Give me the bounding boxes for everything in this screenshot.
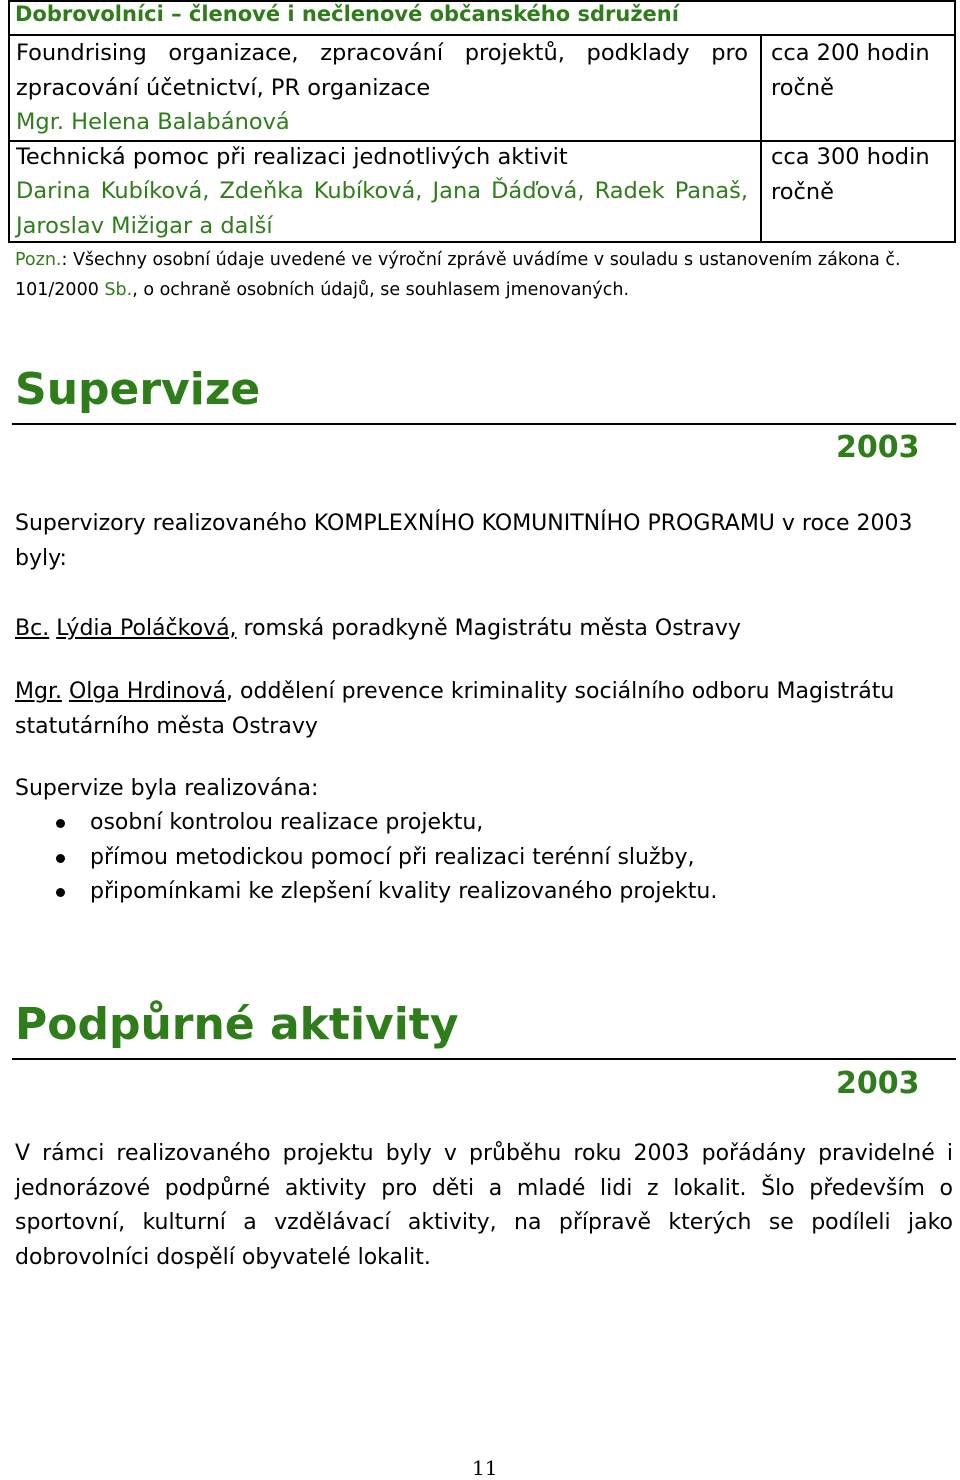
note-text-a: : Všechny osobní údaje uvedené ve výroční zprávě uvádíme v souladu s ustanovením zákona č. 101/2000: [15, 250, 901, 300]
table-row-1-hours-amount: cca 200 hodin: [771, 40, 930, 66]
supervisor-2-role: , oddělení prevence kriminality sociálního odboru Magistrátu statutárního města Ostravy: [15, 679, 895, 739]
supervize-title: Supervize: [15, 364, 261, 415]
supervisor-1-name: Lýdia Poláčková,: [56, 616, 237, 641]
privacy-note: [15, 245, 955, 305]
podpurne-title: Podpůrné aktivity: [15, 999, 459, 1050]
bullet-icon: [56, 888, 65, 897]
supervisor-1-title: Bc.: [15, 616, 50, 641]
table-row-1-hours: [771, 36, 951, 105]
supervisor-2-name: Olga Hrdinová: [68, 679, 227, 704]
table-border-left: [8, 0, 10, 243]
list-item: [15, 841, 717, 876]
table-row-1-people: Mgr. Helena Balabánová: [16, 109, 290, 135]
note-text-b: , o ochraně osobních údajů, se souhlasem jmenovaných.: [132, 280, 630, 300]
table-row-2-hours-amount: cca 300 hodin: [771, 144, 930, 170]
supervize-rule: [12, 423, 956, 425]
table-border-column: [760, 34, 762, 243]
list-item-text: přímou metodickou pomocí při realizaci terénní služby,: [90, 844, 695, 870]
table-row-2-hours-unit: ročně: [771, 178, 834, 205]
list-item: [15, 806, 717, 841]
supervisor-2: [15, 675, 953, 744]
list-item: [15, 875, 717, 910]
podpurne-year: 2003: [836, 1066, 920, 1101]
table-row-2-people: Darina Kubíková, Zdeňka Kubíková, Jana Ďáďová, Radek Panaš, Jaroslav Mižigar a další: [16, 178, 748, 239]
supervisor-1: [15, 612, 953, 647]
supervisor-1-role: romská poradkyně Magistrátu města Ostravy: [236, 616, 741, 641]
table-border-right: [954, 0, 956, 243]
supervize-intro: Supervizory realizovaného KOMPLEXNÍHO KOMUNITNÍHO PROGRAMU v roce 2003 byly:: [15, 511, 913, 571]
note-law-abbrev: Sb.: [104, 280, 133, 300]
supervisor-2-title: Mgr.: [15, 679, 62, 704]
list-item-text: osobní kontrolou realizace projektu,: [90, 810, 484, 835]
table-row-1-activity: Foundrising organizace, zpracování projektů, podklady pro zpracování účetnictví, PR organizace: [16, 40, 748, 101]
supervize-year: 2003: [836, 430, 920, 465]
table-header: Dobrovolníci – členové i nečlenové občanského sdružení: [15, 2, 679, 26]
bullet-icon: [56, 854, 65, 863]
supervize-bullet-list: [15, 806, 717, 910]
table-row-2-hours: [771, 140, 951, 209]
table-row-1-hours-unit: ročně: [771, 74, 834, 101]
page-number: 11: [472, 1456, 498, 1480]
podpurne-rule: [12, 1058, 956, 1060]
supervize-realized-label: Supervize byla realizována:: [15, 776, 319, 801]
table-row-2-activity: Technická pomoc při realizaci jednotlivých aktivit: [16, 144, 568, 170]
bullet-icon: [56, 819, 65, 828]
note-label: Pozn.: [15, 250, 62, 270]
list-item-text: připomínkami ke zlepšení kvality realizovaného projektu.: [90, 879, 718, 904]
podpurne-text: V rámci realizovaného projektu byly v průběhu roku 2003 pořádány pravidelné i jednorázové podpůrné aktivity pro děti a mladé lidi z lokalit. Šlo především o sportovní, kulturní a vzdělávací aktivity, na přípravě kterých se podíleli jako dobrovolníci dospělí obyvatelé lokalit.: [15, 1141, 953, 1270]
